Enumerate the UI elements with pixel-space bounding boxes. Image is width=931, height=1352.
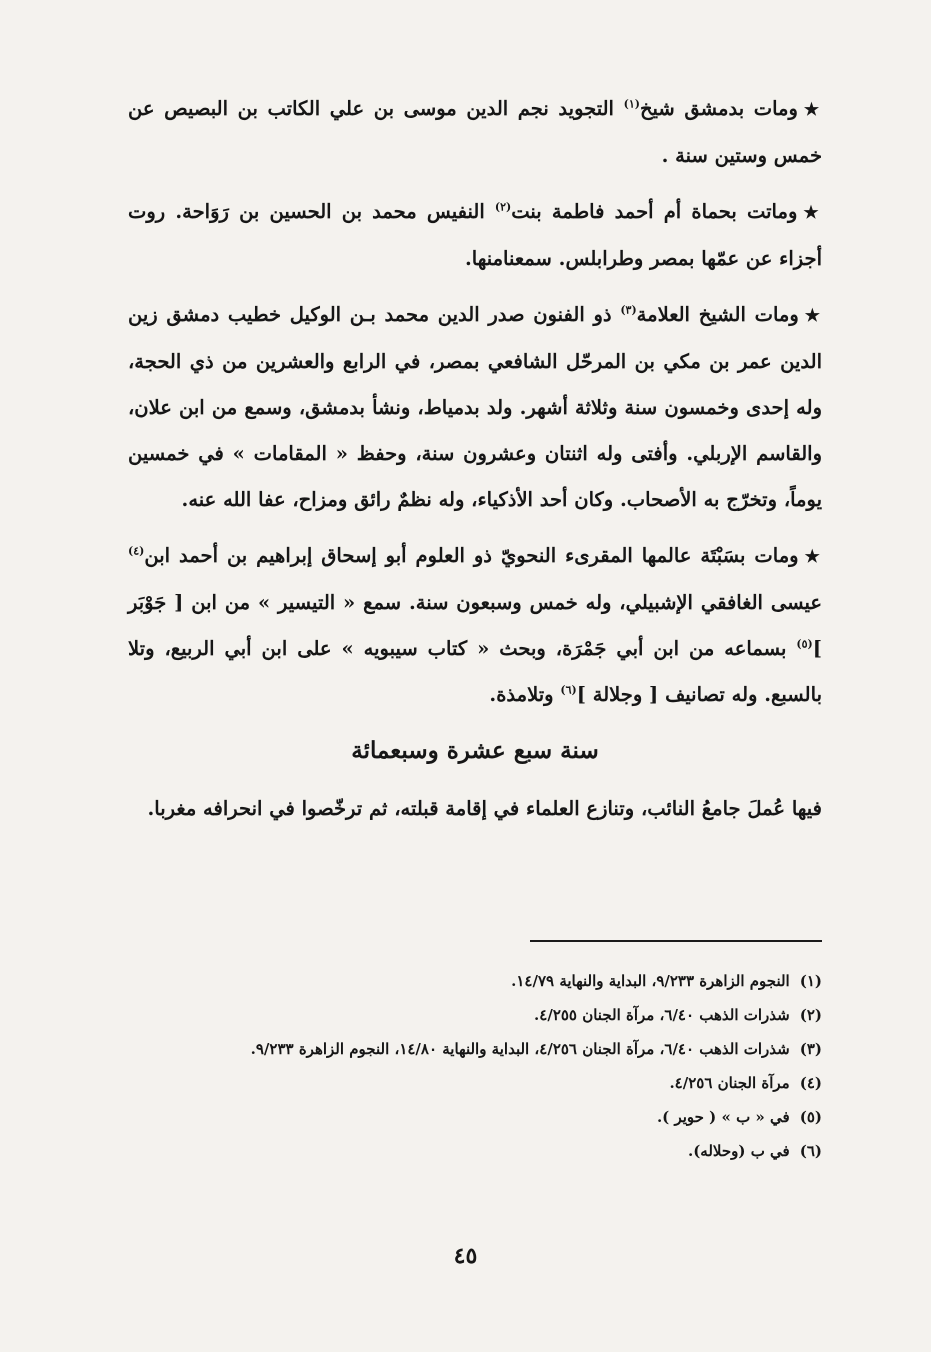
section-heading: سنة سبع عشرة وسبعمائة — [351, 737, 599, 764]
footnote-text: شذرات الذهب ٦/٤٠، مرآة الجنان ٤/٢٥٥. — [534, 1006, 790, 1024]
entry-4 — [128, 533, 822, 718]
entry-text: ومات بدمشق شيخ — [639, 97, 798, 120]
footnote-ref: (٤) — [128, 544, 145, 558]
footnote-number: (٢) — [799, 1006, 822, 1024]
entry-text: ومات الشيخ العلامة — [636, 303, 799, 326]
entry-text: وماتت بحماة أم أحمد فاطمة بنت — [511, 200, 798, 223]
entry-3 — [128, 292, 822, 523]
footnote-divider — [530, 940, 822, 942]
footnote-number: (١) — [799, 972, 822, 990]
footnote-6 — [128, 1138, 822, 1164]
star-marker: ★ — [804, 547, 822, 567]
section-paragraph: فيها عُملَ جامعُ النائب، وتنازع العلماء في إقامة قبلته، ثم ترخّصوا في انحرافه مغربا. — [147, 797, 822, 820]
footnote-number: (٥) — [799, 1108, 822, 1126]
footnote-1 — [128, 968, 822, 994]
entry-text-continued: ذو الفنون صدر الدين محمد بـن الوكيل خطيب دمشق زين الدين عمر بن مكي بن المرحّل الشافعي بمصر، في الرابع والعشرين من ذي الحجة، وله إحدى وخمسون سنة وثلاثة أشهر. ولد بدمياط، ونشأ بدمشق، وسمع من ابن علان، والقاسم الإربلي. وأفتى وله اثنتان وعشرون سنة، وحفظ « المقامات » في خمسين يوماً، وتخرّج به الأصحاب. وكان أحد الأذكياء، وله نظمٌ رائق ومزاح، عفا الله عنه. — [128, 303, 822, 511]
footnote-ref: (٣) — [620, 303, 637, 317]
footnote-ref: (٢) — [494, 200, 512, 214]
entry-2 — [128, 189, 822, 282]
footnote-number: (٦) — [799, 1142, 822, 1160]
star-marker: ★ — [803, 100, 822, 120]
footnote-text: مرآة الجنان ٤/٢٥٦. — [669, 1074, 790, 1092]
entry-text: ومات بسَبْتَة عالمها المقرىء النحويّ ذو العلوم أبو إسحاق إبراهيم بن أحمد ابن — [144, 544, 799, 567]
footnote-text: في ب (وحلاله). — [687, 1142, 790, 1160]
footnote-ref: (٥) — [796, 637, 813, 651]
star-marker: ★ — [804, 306, 822, 326]
footnote-text: في « ب » ( حوير ). — [656, 1108, 790, 1126]
footnote-3 — [128, 1036, 822, 1062]
footnote-2 — [128, 1002, 822, 1028]
footnotes — [128, 968, 822, 1172]
page-number: ٤٥ — [453, 1243, 478, 1269]
footnote-text: النجوم الزاهرة ٩/٢٣٣، البداية والنهاية ١٤/٧٩. — [511, 972, 790, 990]
entry-text-continued: التجويد نجم الدين موسى بن علي الكاتب بن البصيص عن خمس وستين سنة . — [128, 97, 822, 167]
entry-text-continued: وتلامذة. — [489, 683, 561, 706]
footnote-text: شذرات الذهب ٦/٤٠، مرآة الجنان ٤/٢٥٦، البداية والنهاية ١٤/٨٠، النجوم الزاهرة ٩/٢٣٣. — [250, 1040, 790, 1058]
entry-text-continued: النفيس محمد بن الحسين بن رَوَاحة. روت أجزاء عن عمّها بمصر وطرابلس. سمعنامنها. — [128, 200, 822, 270]
footnote-number: (٤) — [799, 1074, 822, 1092]
footnote-ref: (١) — [623, 97, 640, 111]
footnote-4 — [128, 1070, 822, 1096]
footnote-ref: (٦) — [560, 683, 577, 697]
footnote-number: (٣) — [799, 1040, 822, 1058]
footnote-5 — [128, 1104, 822, 1130]
entry-text-continued: بسماعه من ابن أبي جَمْرَة، وبحث « كتاب سيبويه » على ابن أبي الربيع، وتلا بالسبع. وله تصانيف [ وجلالة ] — [128, 637, 822, 706]
star-marker: ★ — [803, 203, 822, 223]
entry-1 — [128, 86, 822, 179]
main-text — [128, 86, 822, 842]
entry-text-continued: عيسى الغافقي الإشبيلي، وله خمس وسبعون سنة. سمع « التيسير » من ابن [ جَوْبَر ] — [128, 591, 822, 660]
